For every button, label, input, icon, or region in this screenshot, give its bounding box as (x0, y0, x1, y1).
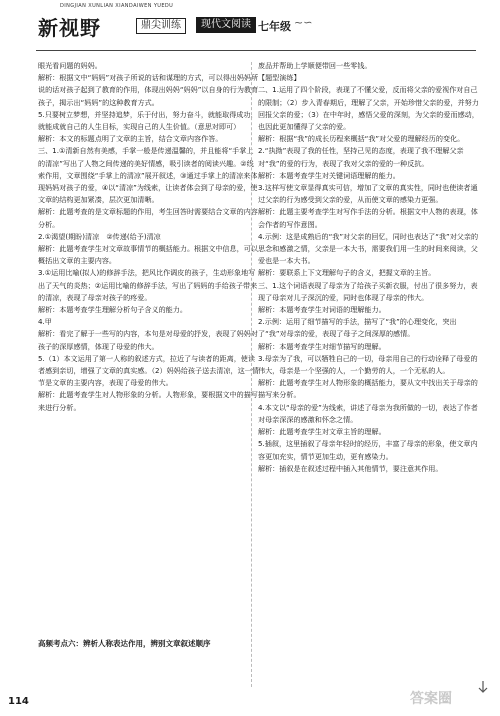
page-header (0, 0, 500, 56)
right-paragraph: 解析：插叙是在叙述过程中插入其他情节，要注意其作用。 (258, 463, 443, 473)
left-paragraph: 解析：本文的标题点明了文章的主旨，结合文章内容作答。 (38, 134, 223, 144)
left-paragraph: 5.只要树立梦想，并坚持追梦，乐于付出，努力奋斗，就能取得成功，就能成就自己的人生目标，实现自己的人生价值。（意思对即可） (38, 109, 258, 132)
left-paragraph: 解析：此题考查学生对文章故事情节的概括能力。根据文中信息，可以概括出文章的主要内容。 (38, 244, 258, 266)
right-paragraph: 【题型演练】 (258, 73, 301, 83)
right-paragraph: 解析：本题考查学生对词语的理解能力。 (258, 305, 386, 315)
subject-tag: 现代文阅读 (196, 17, 256, 33)
page-number: 114 (8, 696, 29, 707)
left-paragraph: 眼光看问题的妈妈。 (38, 61, 102, 70)
right-paragraph: 解析：本题考查学生对关键词语理解的能力。 (258, 170, 400, 180)
grade-label: 七年级 (258, 20, 291, 33)
right-paragraph: 解析：根据“我”的成长历程来概括“我”对父爱的理解经历的变化。 (258, 134, 465, 144)
right-paragraph: 4.本文以“母亲的爱”为线索，讲述了母亲为我所做的一切，表达了作者对母亲深深的感激和怀念之情。 (258, 402, 478, 424)
column-divider (251, 62, 252, 687)
left-paragraph: 4.甲 (38, 317, 52, 327)
right-paragraph: 5.插叙，这里插叙了母亲年轻时的经历，丰富了母亲的形象，使文章内容更加充实，情节更加生动，更有感染力。 (258, 439, 478, 461)
right-paragraph: 解析：此题主要考查学生对写作手法的分析。根据文中人物的表现，体会作者的写作意图。 (258, 207, 478, 229)
section-title: 高频考点六：辨析人称表达作用，辨别文章叙述顺序 (38, 639, 211, 648)
watermark-logo: 答案圈 (410, 691, 452, 707)
left-column (38, 60, 260, 690)
brand-title: 新视野 (38, 16, 101, 40)
left-paragraph: 3.①运用比喻(拟人)的修辞手法，把风比作调皮的孩子，生动形象地写出了天气的炎热；②运用比喻的修辞手法，写出了妈妈的手给孩子带来的清凉，表现了母亲对孩子的疼爱。 (38, 268, 258, 302)
right-paragraph: 解析：此题考查学生对文章主旨的理解。 (258, 427, 386, 437)
right-paragraph: 4.示例：这是成熟后的“我”对父亲的回忆，同时也表达了“我”对父亲的思念和感激之情，父亲是一本大书，需要我们用一生的时间来阅读，父爱也是一本大书。 (258, 231, 479, 266)
left-paragraph: 解析：看完了解于一些写的内容，本句是对母爱的抒发，表现了妈妈对孩子的深厚感情，体现了母爱的伟大。 (38, 329, 258, 351)
right-paragraph: 解析：要联系上下文理解句子的含义，把握文章的主旨。 (258, 268, 436, 278)
series-tag: 鼎尖训练 (136, 18, 186, 34)
decor-swirl-icon: ~∽ (294, 16, 313, 29)
left-paragraph: 5.（1）本文运用了第一人称的叙述方式，拉近了与读者的距离，使读者感到亲切，增强了文章的真实感。（2）妈妈给孩子送去清凉，这一情节是文章的主要内容，表现了母爱的伟大。 (38, 353, 259, 388)
right-paragraph: 解析：本题考查学生对细节描写的理解。 (258, 341, 386, 351)
left-paragraph: 解析：此题考查学生对人物形象的分析。人物形象，要根据文中的描写来进行分析。 (38, 390, 258, 412)
right-column (258, 60, 480, 690)
series-pinyin: DINGJIAN XUNLIAN XIANDAIWEN YUEDU (60, 3, 174, 9)
left-paragraph: 2.①渴望(期盼)清凉 ②传递(给予)清凉 (38, 231, 161, 241)
left-paragraph: 解析：根据文中“妈妈”对孩子所说的话和谋理的方式，可以得出妈妈所说的话对孩子起到了教育的作用，体现出妈妈“妈妈”以自身的行为教育孩子，揭示出“妈妈”的这种教育方式。 (38, 73, 259, 107)
right-paragraph: 解析：此题考查学生对人物形象的概括能力，要从文中找出关于母亲的描写来分析。 (258, 378, 478, 400)
right-paragraph: 3.这样写使文章显得真实可信，增加了文章的真实性，同时也使读者通过父亲的行为感受到父亲的爱，从而使文章的感染力更强。 (258, 183, 478, 205)
right-paragraph: 三、1.这个词语表现了母亲为了给孩子买新衣服，付出了很多努力，表现了母亲对儿子深沉的爱，同时也体现了母亲的伟大。 (258, 280, 478, 302)
left-paragraph: 解析：本题考查学生理解分析句子含义的能力。 (38, 305, 187, 315)
corner-arrow-icon (476, 680, 490, 694)
right-paragraph: 2.示例：运用了细节描写的手法，描写了“我”的心理变化，突出了“我”对母亲的爱，表现了母子之间深厚的感情。 (258, 317, 457, 339)
header-rule (36, 50, 476, 51)
left-paragraph: 三、1.①清新自然有美感，手掌一般是传递温馨的，并且能将“手掌上的清凉”写出了人物之间传递的美好情感，吸引读者的阅读兴趣。②线索作用，文章围绕“手掌上的清凉”展开叙述，③通过手掌上的清凉来体现妈妈对孩子的爱，④以“清凉”为线索，让读者体会到了母亲的爱，使文章的结构更加紧凑，层次更加清晰。 (38, 146, 258, 205)
left-paragraph: 解析：此题考查的是文章标题的作用，考生回答时需要结合文章的内容分析。 (38, 207, 258, 229)
right-paragraph: 二、1.运用了四个阶段，表现了不懂父爱，反而将父亲的爱视作对自己的限制；（2）步入青春期后，理解了父亲，开始珍惜父亲的爱，并努力回报父亲的爱；（3）在中年时，感悟父爱的深刻，为父亲的爱而感动，也因此更加懂得了父亲的爱。 (258, 85, 479, 132)
right-paragraph: 废品并帮助上学顺便带回一些零钱。 (258, 61, 372, 70)
right-paragraph: 3.母亲为了我，可以牺牲自己的一切，母亲用自己的行动诠释了母爱的伟大，母亲是一个坚强的人，一个勤劳的人，一个无私的人。 (258, 353, 478, 376)
right-paragraph: 2.“执拗”表现了我的任性，坚持己见的态度，表现了我不理解父亲对“我”的爱的行为，表现了我对父亲的爱的一种反抗。 (258, 146, 464, 168)
